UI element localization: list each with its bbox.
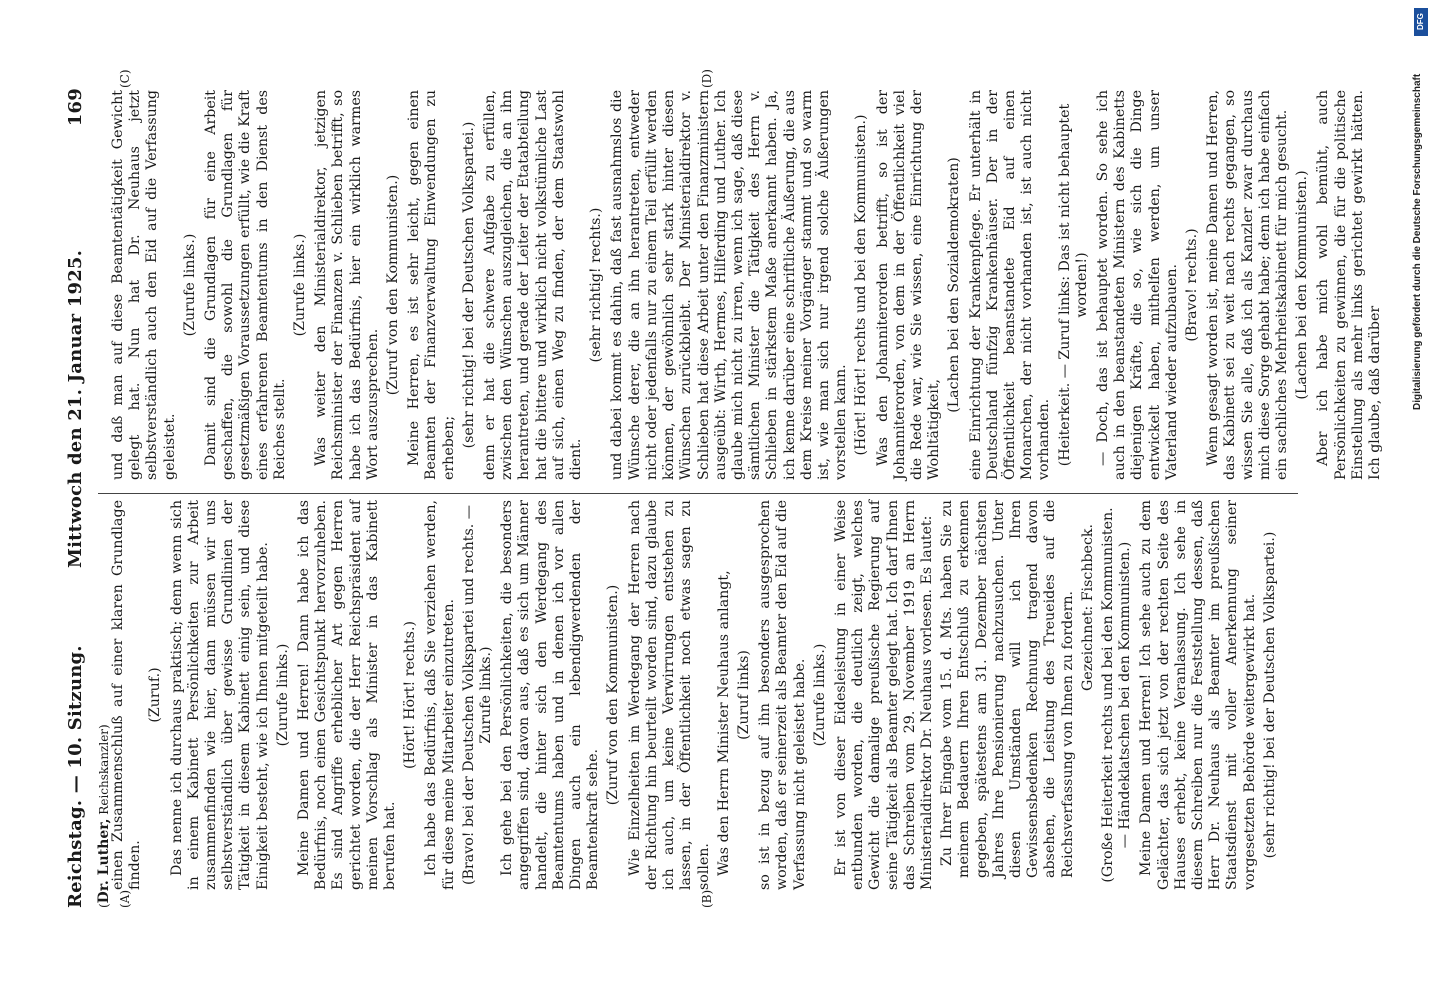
paragraph: Ich habe das Bedürfnis, daß Sie verziehen werden, für diese meine Mitarbeiter einzutreten. [423,500,457,890]
funding-watermark: Digitalisierung gefördert durch die Deutsche Forschungsgemeinschaft [1412,73,1423,410]
column-divider [98,493,1298,494]
paragraph: denn er hat die schwere Aufgabe zu erfüllen, zwischen den Wünschen auszugleichen, die an ihn herantreten, und gerade der Leiter der Etatabteilung hat die bittere und wirklich nicht volkstümliche Last auf sich, einen Weg zu finden, der dem Staatswohl dient. [482,90,585,480]
interjection: (Lachen bei den Sozialdemokraten) [946,157,963,413]
speaker-name: Dr. Luther, [96,818,112,904]
margin-mark-d: (D) [700,69,714,88]
paragraph: eine Einrichtung der Krankenpflege. Er unterhält in Deutschland fünfzig Krankenhäuser. Der in der Öffentlichkeit beanstandete Eid auf einen Monarchen, der nicht vorhanden ist, ist auch nicht vorhanden. [967,90,1053,480]
interjection: (sehr richtig! bei der Deutschen Volkspartei.) [460,121,477,449]
left-column [110,500,1283,890]
speaker-line: (Dr. Luther, Reichskanzler) [96,724,112,908]
header-date: Mittwoch den 21. Januar 1925. [65,249,86,568]
header-session: Reichstag. — 10. Sitzung. [65,645,86,908]
paragraph: einen Zusammenschluß auf einer klaren Grundlage finden. [110,500,144,890]
interjection: (Zurufe links.) [274,643,291,747]
right-column [110,90,1387,480]
speaker-role: Reichskanzler [97,728,111,815]
interjection: (Bravo! bei der Deutschen Volkspartei und rechts. — Zurufe links.) [460,505,495,885]
paragraph: Wie Einzelheiten im Werdegang der Herren nach der Richtung hin beurteilt worden sind, dazu glaube ich auch, um keine Verwirrungen entstehen zu lassen, in der Öffentlichkeit noch etwas sagen zu sollen. [626,500,712,890]
paragraph: Was den Johanniterorden betrifft, so ist der Johanniterorden, von dem in der Öffentlichkeit viel die Rede war, wie Sie wissen, eine Einrichtung der Wohltätigkeit, [874,90,943,480]
interjection: (Zurufe links.) [292,233,309,337]
paragraph: — Doch, das ist behauptet worden. So sehe ich auch in den beanstandeten Ministern des Kabinetts diejenigen Kräfte, die so, wie sich die Dinge entwickelt haben, mithelfen werden, um unser Vaterland wieder aufzubauen. [1094,90,1180,480]
page-number: 169 [65,88,86,127]
paragraph: Ich gehe bei den Persönlichkeiten, die besonders angegriffen sind, davon aus, daß es sich um Männer handelt, die hinter sich den Werdegang des Beamtentums haben und in denen ich vor allen Dingen auch ein lebendigwerdenden der Beamtenkraft sehe. [499,500,602,890]
interjection: (sehr richtig! rechts.) [588,207,605,363]
interjection: (Heiterkeit. — Zuruf links: Das ist nicht behauptet worden!) [1056,103,1090,467]
interjection: (Zuruf.) [147,667,164,723]
paragraph: Meine Herren, es ist sehr leicht, gegen einen Beamten der Finanzverwaltung Einwendungen zu erheben; [406,90,457,480]
page-header [65,88,95,908]
paragraph: und dabei kommt es dahin, daß fast ausnahmslos die Wünsche derer, die an ihn herantreten, entweder nicht oder jedenfalls nur zu einem Teil erfüllt werden können, der gewöhnlich sehr stark hinter diesen Wünschen zurückbleibt. Der Ministerialdirektor v. Schlieben hat diese Arbeit unter den Finanzministern ausgeübt: Wirth, Hermes, Hilferding und Luther. Ich glaube mich nicht zu irren, wenn ich sage, daß diese sämtlichen Minister die Tätigkeit des Herrn v. Schlieben in stärkstem Maße anerkannt haben. Ja, ich kenne darüber eine schriftliche Äußerung, die aus dem Kreise meiner Vorgänger stammt und so warm ist, wie man sich nur irgend solche Äußerungen vorstellen kann. [609,90,850,480]
interjection: (Bravo! rechts.) [1183,228,1200,342]
interjection: (Hört! Hört! rechts.) [402,620,419,770]
margin-mark-a: (A) [118,889,132,908]
margin-mark-c: (C) [118,69,132,88]
paragraph: Damit sind die Grundlagen für eine Arbeit geschaffen, die sowohl die Grundlagen für gesetzmäßigen Voraussetzungen erfüllt, wie die Kraft eines erfahrenen Beamtentums in den Dienst des Reiches stellt. [203,90,288,480]
paragraph: Was weiter den Ministerialdirektor, jetzigen Reichsminister der Finanzen v. Schlieben betrifft, so habe ich das Bedürfnis, hier ein wirklich warmes Wort auszusprechen. [313,90,381,480]
paragraph: Das nenne ich durchaus praktisch; denn wenn sich in einem Kabinett Persönlichkeiten zur Arbeit zusammenfinden wie hier, dann müssen wir uns selbstverständlich über gewisse Grundlinien der Tätigkeit in diesem Kabinett einig sein, und diese Einigkeit besteht, wie ich Ihnen mitgeteilt habe. [168,500,271,890]
paragraph: Meine Damen und Herren! Dann habe ich das Bedürfnis, noch einen Gesichtspunkt hervorzuheben. Es sind Angriffe erheblicher Art gegen Herren gerichtet worden, die der Herr Reichspräsident auf meinen Vorschlag als Minister in das Kabinett berufen hat. [296,500,399,890]
interjection: (Große Heiterkeit rechts und bei den Kommunisten. — Händeklatschen bei den Kommunisten.) [1099,507,1134,883]
interjection: (Zuruf von den Kommunisten.) [605,584,622,806]
interjection: (Zurufe links.) [811,643,828,747]
dfg-logo: DFG [1414,8,1428,36]
interjection: (Zurufe links.) [181,233,198,337]
paragraph: Was den Herrn Minister Neuhaus anlangt, [715,570,732,876]
interjection: (Zuruf von den Kommunisten.) [385,174,402,396]
interjection: (Lachen bei den Kommunisten.) [1294,170,1311,400]
paragraph: Er ist von dieser Eidesleistung in einer Weise entbunden worden, die deutlich zeigt, welches Gewicht die damalige preußische Regierung auf seine Tätigkeit als Beamter gelegt hat. Ich darf Ihnen das Schreiben vom 29. November 1919 an Herrn Ministerialdirektor Dr. Neuhaus vorlesen. Es lautet: [832,500,935,890]
margin-mark-b: (B) [700,889,714,908]
paragraph: Wenn gesagt worden ist, meine Damen und Herren, das Kabinett sei zu weit nach rechts gegangen, so wissen Sie alle, daß ich als Kanzler zwar durchaus mich diese Sorge gehabt habe; denn ich habe einfach ein sachliches Mehrheitskabinett für mich gesucht. [1205,90,1290,480]
quoted-letter: Zu Ihrer Eingabe vom 15. d. Mts. haben Sie zu meinem Bedauern Ihren Entschluß zu erkennen gegeben, spätestens am 31. Dezember nächsten Jahres Ihre Pensionierung nachzusuchen. Unter diesen Umständen will ich Ihren Gewissensbedenken Rechnung tragend davon absehen, die Leistung des Treueides auf die Reichsverfassung von Ihnen zu fordern. [939,500,1076,878]
paragraph: und daß man auf diese Beamtentätigkeit Gewicht gelegt hat. Nun hat Dr. Neuhaus jetzt selbstverständlich auch den Eid auf die Verfassung geleistet. [110,90,178,480]
letter-signature: Gezeichnet: Fischbeck. [1079,524,1096,692]
interjection: (Zuruf links) [735,650,752,740]
paragraph: Aber ich habe mich wohl bemüht, auch Persönlichkeiten zu gewinnen, die für die politische Einstellung als mehr links gerichtet gewirkt hätten. Ich glaube, daß darüber [1315,90,1384,480]
paragraph: Meine Damen und Herren! Ich sehe auch zu dem Gelächter, das sich jetzt von der rechten Seite des Hauses erhebt, keine Veranlassung. Ich sehe in diesem Schreiben nur die Feststellung dessen, daß Herr Dr. Neuhaus als Beamter im preußischen Staatsdienst mit voller Anerkennung seiner vorgesetzten Behörde weitergewirkt hat. [1138,500,1258,890]
interjection: (Hört! Hört! rechts und bei den Kommunisten.) [853,114,870,456]
interjection: (sehr richtig! bei der Deutschen Volkspartei.) [1261,531,1278,859]
paragraph: so ist in bezug auf ihn besonders ausgesprochen worden, daß er seinerzeit als Beamter den Eid auf die Verfassung nicht geleistet habe. [757,500,808,890]
